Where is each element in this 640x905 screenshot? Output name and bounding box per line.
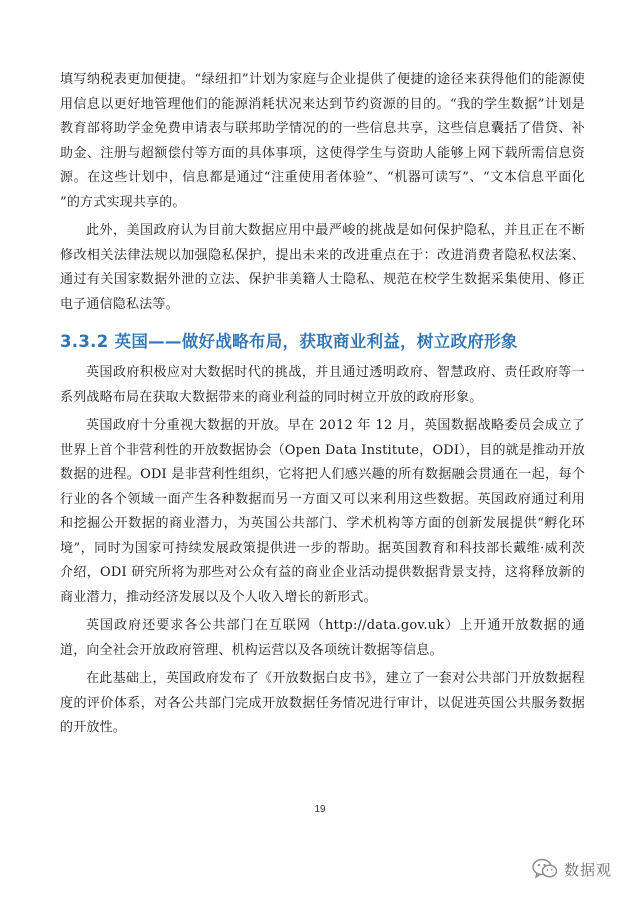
paragraph: 英国政府积极应对大数据时代的挑战，并且通过透明政府、智慧政府、责任政府等一系列战略布局在获取大数据带来的商业利益的同时树立开放的政府形象。: [60, 365, 585, 405]
paragraph: 英国政府十分重视大数据的开放。早在 2012 年 12 月，英国数据战略委员会成立了世界上首个非营利性的开放数据协会（Open Data Institute，ODI），目的就是推动开放数据的进程。ODI 是非营利性组织，它将把人们感兴趣的所有数据融会贯通在一起，每个行业的各个领域一面产生各种数据而另一方面又可以来利用这些数据。英国政府通过利用和挖掘公开数据的商业潜力，为英国公共部门、学术机构等方面的创新发展提供“孵化环境”，同时为国家可持续发展政策提供进一步的帮助。据英国教育和科技部长戴维·威利茨介绍，ODI 研究所将为那些对公众有益的商业企业活动提供数据背景支持，这将释放新的商业潜力，推动经济发展以及个人收入增长的新形式。: [60, 418, 585, 605]
paragraph: 此外，美国政府认为目前大数据应用中最严峻的挑战是如何保护隐私，并且正在不断修改相关法律法规以加强隐私保护，提出未来的改进重点在于：改进消费者隐私权法案、通过有关国家数据外泄的立法、保护非美籍人士隐私、规范在校学生数据采集使用、修正电子通信隐私法等。: [60, 223, 585, 312]
page-body: [60, 68, 585, 745]
watermark: [532, 858, 612, 880]
paragraph: 英国政府还要求各公共部门在互联网（http://data.gov.uk）上开通开放数据的通道，向全社会开放政府管理、机构运营以及各项统计数据等信息。: [60, 618, 585, 658]
page-number: 19: [314, 804, 326, 815]
section-heading: 3.3.2 英国——做好战略布局，获取商业利益，树立政府形象: [60, 332, 518, 351]
paragraph: 在此基础上，英国政府发布了《开放数据白皮书》，建立了一套对公共部门开放数据程度的评价体系，对各公共部门完成开放数据任务情况进行审计，以促进英国公共服务数据的开放性。: [60, 671, 585, 735]
wechat-icon: [532, 858, 558, 880]
watermark-text: 数据观: [563, 860, 612, 879]
paragraph: 填写纳税表更加便捷。“绿纽扣”计划为家庭与企业提供了便捷的途径来获得他们的能源使用信息以更好地管理他们的能源消耗状况来达到节约资源的目的。“我的学生数据”计划是教育部将助学金免费申请表与联邦助学情况的的一些信息共享，这些信息囊括了借贷、补助金、注册与超额偿付等方面的具体事项，这使得学生与资助人能够上网下载所需信息资源。在这些计划中，信息都是通过“注重使用者体验”、“机器可读写”、“文本信息平面化 ”的方式实现共享的。: [60, 72, 585, 210]
